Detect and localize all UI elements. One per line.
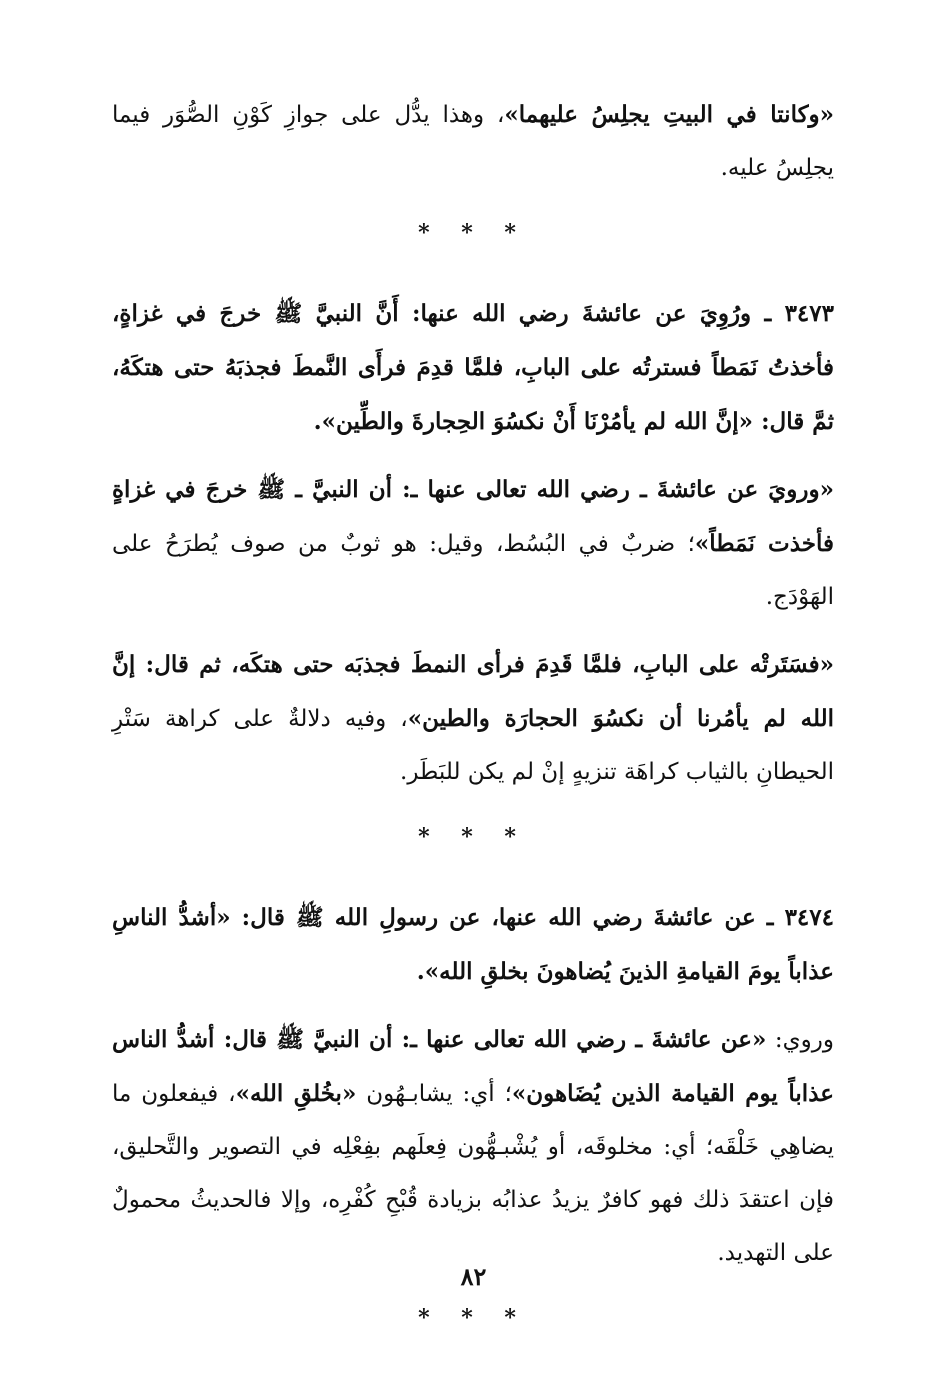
quoted-text: «وكانتا في البيتِ يجلِسُ عليهما» xyxy=(504,101,835,128)
quoted-text: «عن عائشةَ ـ رضي الله تعالى عنها ـ: أن النبيَّ ﷺ قال: أشدُّ الناس عذاباً يوم القيامة الذين يُضَاهون» xyxy=(112,1026,834,1107)
quoted-text: «ورويَ عن عائشةَ ـ رضي الله تعالى عنها ـ: أن النبيَّ ـ ﷺ خرجَ في غزاةٍ فأخذت نَمَطاً» xyxy=(112,476,835,557)
commentary-3474 xyxy=(112,1013,834,1280)
quoted-text: «فسَتَرتْه على البابِ، فلمَّا قَدِمَ فرأى النمطَ فجذبَه حتى هتكَه، ثم قال: إنَّ الله لم يأمُرنا أن نكسُوَ الحجارَة والطين» xyxy=(112,651,834,732)
hadith-text: ٣٤٧٤ ـ عن عائشةَ رضي الله عنها، عن رسولِ الله ﷺ قال: «أشدُّ الناسِ عذاباً يومَ القيامةِ الذينَ يُضاهونَ بخلقِ الله». xyxy=(112,904,834,985)
commentary-text: ، وهذا يدُّل على جوازِ كَوْنِ الصُّوَر فيما يجلِسُ عليه. xyxy=(112,102,834,181)
commentary-text: ؛ ضربٌ في البُسُط، وقيل: هو ثوبٌ من صوف يُطرَحُ على الهَوْدَج. xyxy=(112,531,834,610)
lead-text: وروي: xyxy=(766,1027,834,1053)
hadith-3473 xyxy=(112,287,834,449)
commentary-text: ، وفيه دلالةٌ على كراهة سَتْرِ الحيطانِ بالثياب كراهَة تنزيهٍ إنْ لم يكن للبَطَر. xyxy=(112,706,834,785)
section-separator: * * * xyxy=(418,824,528,850)
section-separator: * * * xyxy=(418,220,528,246)
quoted-text-2: «بخُلقِ الله» xyxy=(235,1080,357,1107)
page-number: ٨٢ xyxy=(460,1262,487,1291)
commentary-text-2: ، فيفعلون ما يضاهِي خَلْقَه؛ أي: مخلوقَه، أو يُشْبـهُّون فِعلَهم بفِعْلِه في التصوير والتَّحليق، فإن اعتقدَ ذلك فهو كافرٌ يزيدُ عذابُه بزيادة قُبْحِ كُفْرِه، وإلا فالحديثُ محمولٌ على التهديد. xyxy=(112,1081,834,1266)
commentary-text: ؛ أي: يشابـهُون xyxy=(356,1081,512,1107)
paragraph-continuation xyxy=(112,88,834,195)
section-separator: * * * xyxy=(418,1305,528,1331)
document-page xyxy=(112,88,834,1372)
hadith-3474 xyxy=(112,891,834,999)
commentary-3473-b xyxy=(112,638,834,799)
hadith-text: ٣٤٧٣ ـ ورُوِيَ عن عائشةَ رضي الله عنها: أَنَّ النبيَّ ﷺ خرجَ في غزاةٍ، فأخذتُ نَمَطاً فسترتُه على البابِ، فلمَّا قدِمَ فرأَى النَّمطَ فجذبَهُ حتى هتكَهُ، ثمَّ قال: «إنَّ الله لم يأمُرْنَا أَنْ نكسُوَ الحِجارةَ والطِّين». xyxy=(112,300,834,435)
commentary-3473-a xyxy=(112,463,834,624)
